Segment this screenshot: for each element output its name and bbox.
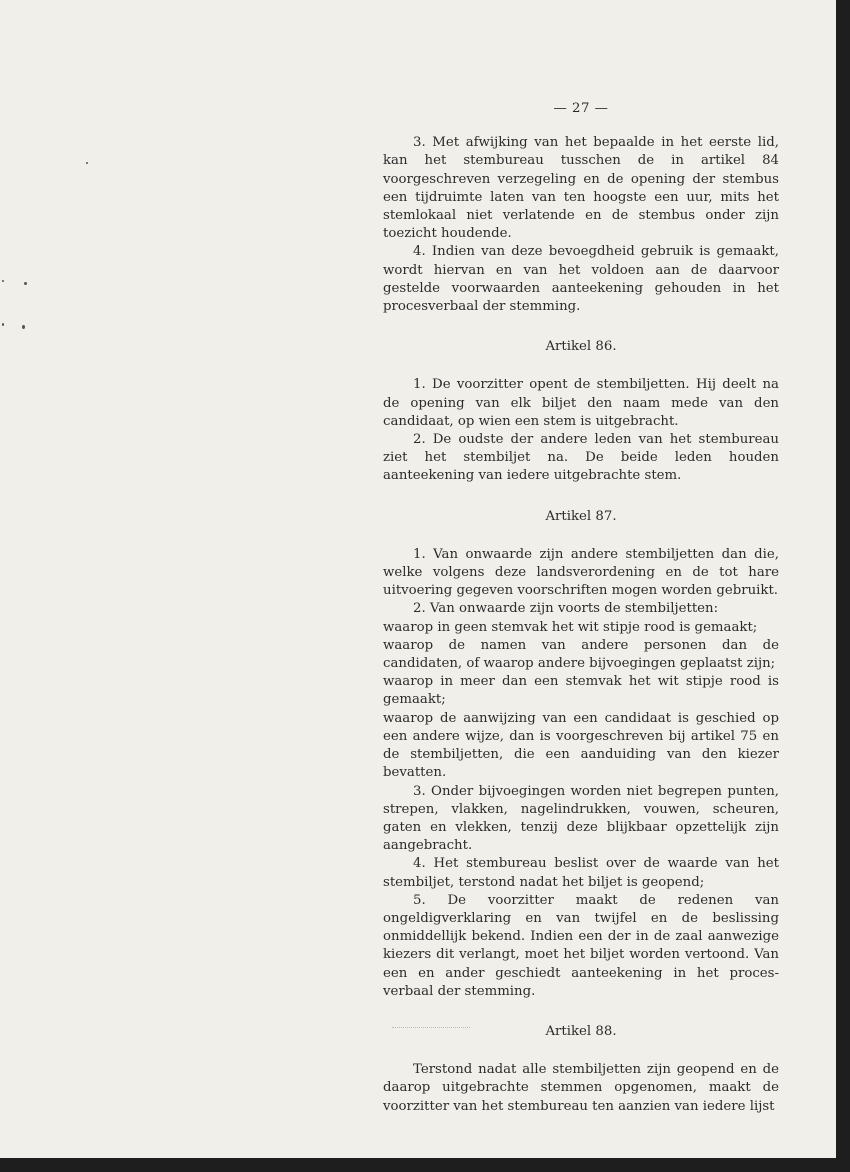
margin-speck (2, 323, 4, 326)
paragraph: 3. Onder bijvoegingen worden niet begrepen punten, strepen, vlakken, nagelindrukken, vouwen, scheuren, gaten en vlekken, tenzij deze blijkbaar opzettelijk zijn aangebracht. (383, 783, 779, 854)
paragraph: waarop in meer dan een stemvak het wit stipje rood is gemaakt; (383, 674, 779, 708)
page-number: — 27 — (553, 101, 609, 116)
paragraph: 2. Van onwaarde zijn voorts de stembiljetten: (413, 601, 719, 617)
paragraph: 3. Met afwijking van het bepaalde in het eerste lid, kan het stembureau tusschen de in artikel 84 voorgeschreven verzegeling en de opening der stembus een tijdruimte laten van ten hoogste een uur, mits het stemlokaal niet verlatende en de stembus onder zijn toezicht houdende. (383, 135, 779, 242)
margin-speck (22, 325, 25, 329)
scan-edge-bottom (0, 1158, 850, 1172)
paragraph: Terstond nadat alle stembiljetten zijn geopend en de daarop uitgebrachte stemmen opgenomen, maakt de voorzitter van het stembureau ten aanzien van iedere lijst (383, 1062, 779, 1114)
margin-speck (24, 282, 27, 285)
article-heading: Artikel 86. (545, 339, 617, 355)
paragraph: 4. Indien van deze bevoegdheid gebruik is gemaakt, wordt hiervan en van het voldoen aan de daarvoor gestelde voorwaarden aanteekening gehouden in het procesverbaal der stemming. (383, 244, 779, 315)
paragraph: 5. De voorzitter maakt de redenen van ongeldigverklaring en van twijfel en de beslissing onmiddellijk bekend. Indien een der in de zaal aanwezige kiezers dit verlangt, moet het biljet worden vertoond. Van een en ander geschiedt aanteekening in het proces-verbaal der stemming. (383, 892, 779, 999)
paragraph: 2. De oudste der andere leden van het stembureau ziet het stembiljet na. De beide leden houden aanteekening van iedere uitgebrachte stem. (383, 432, 779, 484)
paragraph: waarop de aanwijzing van een candidaat is geschied op een andere wijze, dan is voorgeschreven bij artikel 75 en de stembiljetten, die een aanduiding van den kiezer bevatten. (383, 710, 779, 781)
paragraph: 1. Van onwaarde zijn andere stembiljetten dan die, welke volgens deze landsverordening en de tot hare uitvoering gegeven voorschriften mogen worden gebruikt. (383, 546, 779, 599)
paragraph: waarop in geen stemvak het wit stipje rood is gemaakt; (383, 619, 758, 635)
text-column (383, 100, 779, 1116)
article-heading: Artikel 88. (545, 1023, 617, 1039)
margin-speck (86, 162, 88, 164)
margin-speck (2, 280, 4, 282)
dotted-rule (392, 1027, 470, 1028)
paragraph: waarop de namen van andere personen dan de candidaten, of waarop andere bijvoegingen geplaatst zijn; (383, 637, 779, 672)
article-heading: Artikel 87. (545, 508, 617, 524)
paragraph: 4. Het stembureau beslist over de waarde van het stembiljet, terstond nadat het biljet is geopend; (383, 856, 779, 890)
document-body (383, 134, 779, 1116)
scan-edge-right (836, 0, 850, 1172)
paragraph: 1. De voorzitter opent de stembiljetten. Hij deelt na de opening van elk biljet den naam mede van den candidaat, op wien een stem is uitgebracht. (383, 377, 779, 429)
